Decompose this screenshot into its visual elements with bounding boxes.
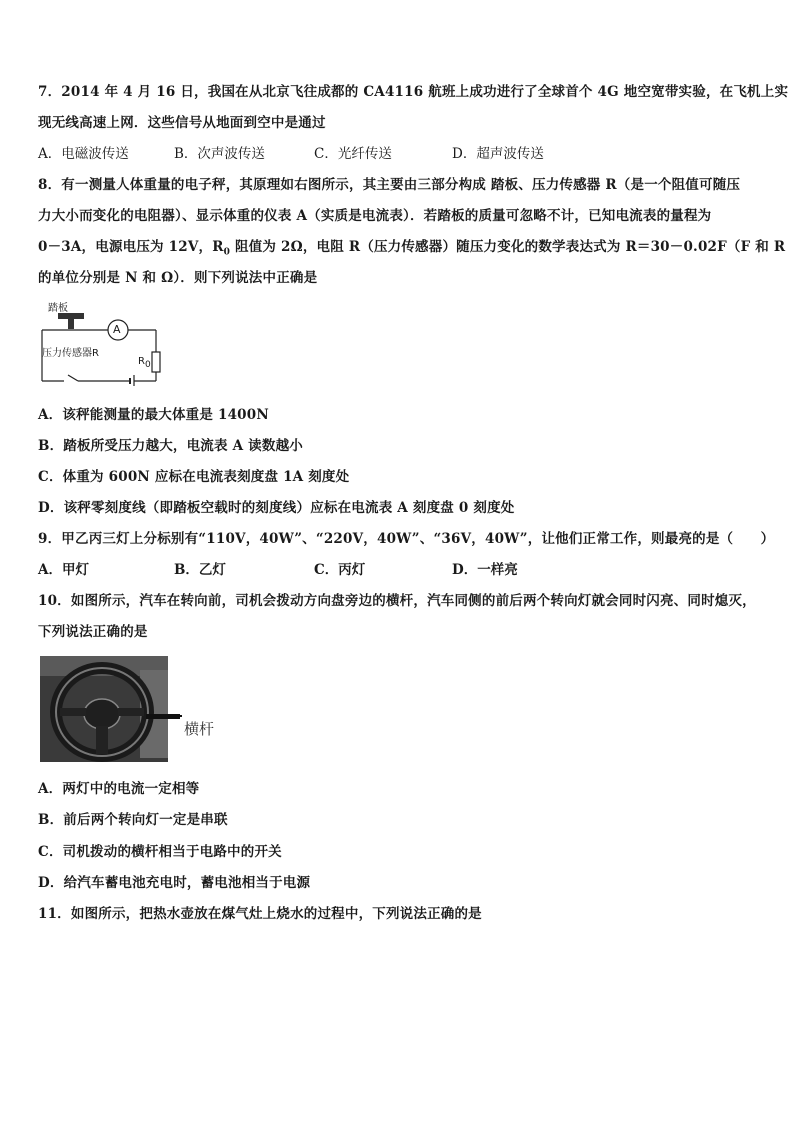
q10-option-c: C．司机拨动的横杆相当于电路中的开关 [38,844,282,860]
q10-stem-line2: 下列说法正确的是 [38,624,148,640]
q10-steering-figure [40,656,230,762]
q8-option-b: B．踏板所受压力越大，电流表 A 读数越小 [38,438,303,454]
q9-option-d: D．一样亮 [452,562,518,578]
steering-wheel-photo-icon [40,656,230,762]
q9-option-c: C．丙灯 [314,562,366,578]
q11-stem: 11．如图所示，把热水壶放在煤气灶上烧水的过程中，下列说法正确的是 [38,906,482,922]
q8-stem-line3-part1: 0－3A，电源电压为 12V，R [38,239,224,255]
r0-label-letter: R [138,356,145,367]
q8-stem-line2: 力大小而变化的电阻器）、显示体重的仪表 A（实质是电流表）．若踏板的质量可忽略不计，已知电流表的量程为 [38,208,712,224]
q7-option-b: B．次声波传送 [174,146,265,162]
q8-option-d: D．该秤零刻度线（即踏板空载时的刻度线）应标在电流表 A 刻度盘 0 刻度处 [38,500,515,516]
q8-option-a: A．该秤能测量的最大体重是 1400N [38,407,269,423]
q10-option-d: D．给汽车蓄电池充电时，蓄电池相当于电源 [38,875,311,891]
q10-stem-line1: 10．如图所示，汽车在转向前，司机会拨动方向盘旁边的横杆，汽车同侧的前后两个转向灯就会同时闪亮、同时熄灭， [38,593,756,609]
q9-option-a: A．甲灯 [38,562,89,578]
q8-option-c: C．体重为 600N 应标在电流表刻度盘 1A 刻度处 [38,469,350,485]
r0-label [138,356,151,370]
q7-stem-line2: 现无线高速上网．这些信号从地面到空中是通过 [38,115,326,131]
q8-stem-line3-part2: 阻值为 2Ω，电阻 R（压力传感器）随压力变化的数学表达式为 R＝30－0.02F（F 和 R [230,239,786,255]
q8-circuit-figure [38,300,168,386]
sensor-label: 压力传感器R [42,348,99,359]
lever-label: 横杆 [184,720,215,738]
q10-option-a: A．两灯中的电流一定相等 [38,781,200,797]
q7-stem-line1: 7．2014 年 4 月 16 日，我国在从北京飞往成都的 CA4116 航班上成功进行了全球首个 4G 地空宽带实验，在飞机上实 [38,84,789,100]
q9-option-b: B．乙灯 [174,562,226,578]
q8-stem-line3 [38,238,786,262]
q9-stem: 9．甲乙丙三灯上分标别有“110V，40W”、“220V，40W”、“36V，40W”，让他们正常工作，则最亮的是（ ） [38,531,775,547]
q7-option-d: D．超声波传送 [452,146,544,162]
r0-label-sub: 0 [144,360,151,370]
q10-option-b: B．前后两个转向灯一定是串联 [38,812,228,828]
r0-subscript: 0 [223,247,231,258]
q8-stem-line4: 的单位分别是 N 和 Ω）．则下列说法中正确是 [38,270,318,286]
ammeter-label: A [113,323,121,336]
q8-stem-line1: 8．有一测量人体重量的电子秤，其原理如右图所示，其主要由三部分构成 踏板、压力传感器 R（是一个阻值可随压 [38,177,741,193]
q7-option-c: C．光纤传送 [314,146,392,162]
pedal-label: 踏板 [48,303,68,314]
q7-option-a: A．电磁波传送 [38,146,129,162]
